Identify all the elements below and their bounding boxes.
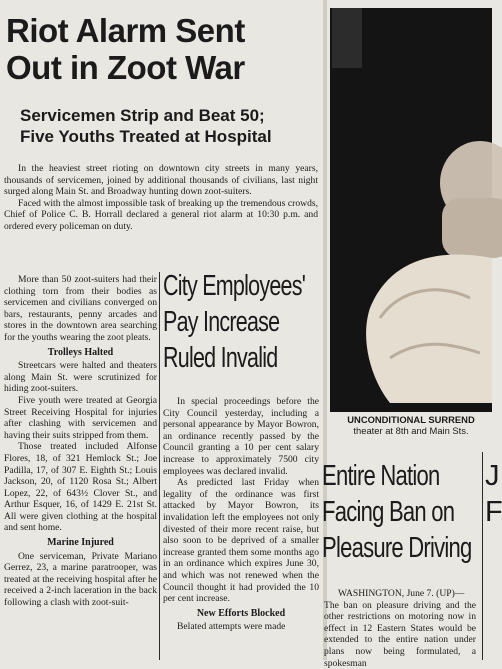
pay-para3: Belated attempts were made	[177, 621, 286, 633]
main-para5: Five youth were treated at Georgia Street Receiving Hospital for injuries after clashing with servicemen and having their suits stripped from them.	[4, 394, 157, 441]
photo-figures	[330, 8, 492, 412]
main-para2: Faced with the almost impossible task of breaking up the tremendous crowds, Chief of Police C. B. Horrall declared a general riot alarm at 10:30 p.m. and ordered every policeman on duty.	[4, 197, 318, 232]
pay-headline	[163, 268, 325, 376]
nation-headline	[322, 458, 480, 566]
main-headline	[6, 12, 316, 86]
pay-para2: As predicted last Friday when legality of the ordinance was first attacked by Mayor Bowron, its invalidation left the employees not only divested of their more recent raise, but also soon to be deprived of a smaller increase granted them some months ago in an ordinance which expires June 30, and which was not renewed when the Council thought it had provided the 10 per cent increase.	[163, 477, 319, 605]
nation-story-text	[324, 588, 476, 669]
edge-headline-letter2: F	[485, 496, 502, 528]
main-para4: Streetcars were halted and theaters along Main St. were scrutinized for hiding zoot-suiters.	[4, 360, 157, 395]
pay-headline-line1: City Employees'	[163, 270, 306, 302]
news-photo	[330, 8, 492, 412]
subhead-new-efforts: New Efforts Blocked	[196, 607, 286, 619]
main-para6: Those treated included Alfonse Flores, 18, of 321 Hemlock St.; Joe Padilla, 17, of 307 E. Eighth St.; Louis Jackson, 20, of 1120 Rosa St.; Albert Lopez, 22, of 643½ Clover St., and Arthur Esquer, 16, of 1429 E. 21st St. All were given clothing at the hospital and sent home.	[4, 441, 157, 534]
main-para1: In the heaviest street rioting on downtown city streets in many years, thousands of servicemen, joined by additional thousands of civilians, last night surged along Main St. and Broadway hunting down zoot-suiters.	[4, 163, 318, 198]
photo-caption-bold: UNCONDITIONAL SURREND	[347, 414, 475, 425]
main-headline-line1: Riot Alarm Sent	[6, 12, 245, 49]
edge-headline	[485, 458, 502, 530]
subhead-trolleys-halted: Trolleys Halted	[47, 346, 114, 358]
pay-story-text	[163, 396, 319, 633]
pay-headline-line2: Pay Increase	[163, 306, 280, 338]
edge-rule	[482, 452, 483, 660]
nation-headline-line3: Pleasure Driving	[322, 532, 472, 564]
nation-headline-line2: Facing Ban on	[322, 496, 455, 528]
subhead-marine-injured: Marine Injured	[47, 537, 114, 549]
main-para3: More than 50 zoot-suiters had their clothing torn from their bodies as servicemen and civilians converged on bars, restaurants, penny arcades and stores in the downtown area searching for the youths wearing the zoot pleats.	[4, 274, 157, 343]
main-deck	[20, 105, 310, 147]
nation-headline-line1: Entire Nation	[322, 460, 440, 492]
pay-headline-line3: Ruled Invalid	[163, 342, 278, 374]
pay-para1: In special proceedings before the City Council yesterday, including a personal appearance by Mayor Bowron, an ordinance recently passed by the Council granting a 10 per cent salary increase to approximately 7500 city employees was declared invalid.	[163, 396, 319, 477]
main-headline-line2: Out in Zoot War	[6, 49, 245, 86]
main-deck-line2: Five Youths Treated at Hospital	[20, 127, 272, 146]
main-lead-text	[4, 163, 318, 233]
main-deck-line1: Servicemen Strip and Beat 50;	[20, 106, 265, 125]
column-rule	[159, 272, 160, 660]
photo-caption-line2: theater at 8th and Main Sts.	[353, 425, 469, 436]
main-para7: One serviceman, Private Mariano Gerrez, 23, a marine paratrooper, was treated at the receiving hospital after he received a 2-inch laceration in the back following a clash with zoot-suit-	[4, 550, 157, 609]
nation-para1: The ban on pleasure driving and the other restrictions on motoring now in effect in 12 Eastern States would be extended to the entire nation under plans now being formulated, a spokesman	[324, 599, 476, 669]
edge-headline-letter1: J	[485, 460, 499, 492]
main-column	[4, 274, 157, 609]
photo-caption	[330, 414, 492, 436]
nation-dateline: WASHINGTON, June 7. (UP)—	[338, 588, 465, 599]
